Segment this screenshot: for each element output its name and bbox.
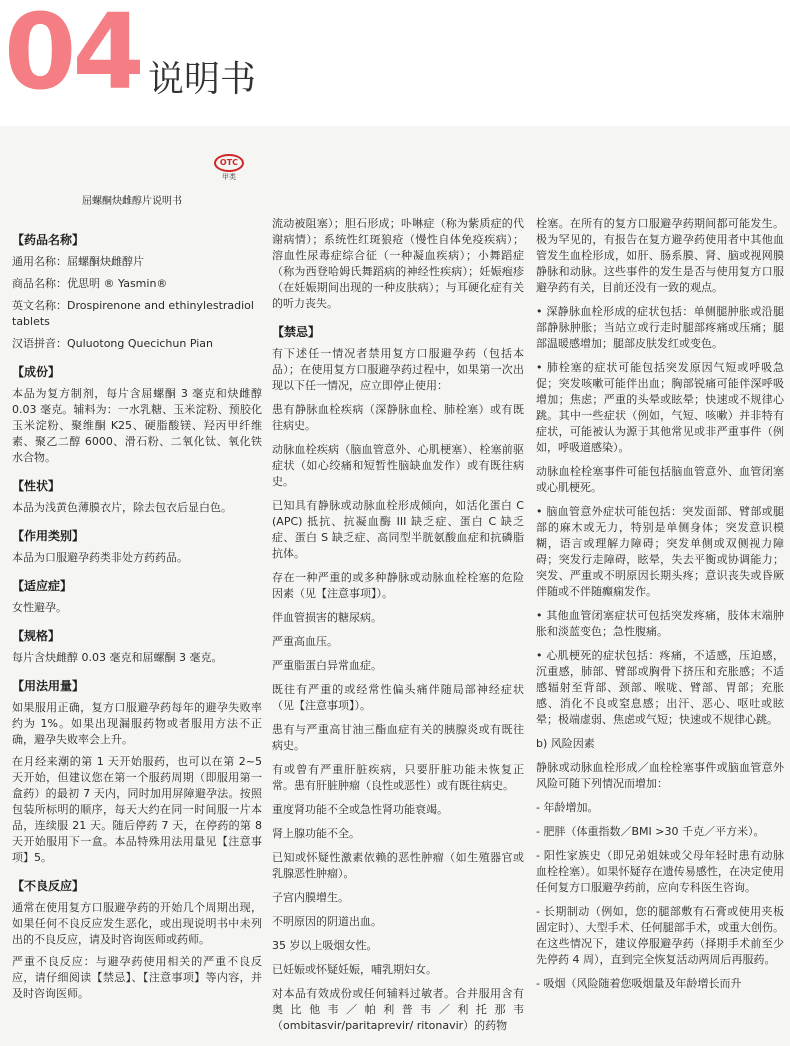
- trade-name: 商品名称：优思明 ® Yasmin®: [12, 277, 168, 290]
- category-text: 本品为口服避孕药类非处方药药品。: [12, 551, 188, 564]
- symptom-bullet: • 心肌梗死的症状包括：疼痛，不适感，压迫感，沉重感，肺部、臂部或胸骨下挤压和充胀感；不适感辐射至背部、颈部、喉咙、臂部、胃部；充胀感、消化不良或窒息感；出汗、恶心、呕吐或眩晕；极端虚弱、焦虑或气短；快速或不规律心跳。: [536, 649, 784, 726]
- risk-item: - 阳性家族史（即兄弟姐妹或父母年轻时患有动脉血栓栓塞）。如果怀疑存在遗传易感性，在决定使用任何复方口服避孕药前，应向专科医生咨询。: [536, 849, 784, 894]
- heading-spec: 【规格】: [12, 629, 61, 643]
- leaflet-title: 屈螺酮炔雌醇片说明书: [82, 196, 182, 207]
- continued-text: 栓塞。在所有的复方口服避孕药期间都可能发生。极为罕见的，有报告在复方避孕药使用者中其他血管发生血栓形成，如肝、肠系膜、肾、脑或视网膜静脉和动脉。这些事件的发生是否与使用复方口服避孕药有关，目前还没有一致的观点。: [536, 217, 784, 294]
- contra-intro: 有下述任一情况者禁用复方口服避孕药（包括本品）；在使用复方口服避孕药过程中，如果第一次出现以下任一情况，应立即停止使用：: [272, 347, 524, 392]
- otc-category: 甲类: [222, 173, 236, 181]
- risk-item: - 肥胖（体重指数／BMI >30 千克／平方米）。: [536, 825, 765, 838]
- leaflet-page: [0, 126, 790, 1046]
- contra-item: 子宫内膜增生。: [272, 891, 349, 904]
- column-right: [536, 216, 784, 1046]
- contra-item: 伴血管损害的糖尿病。: [272, 611, 382, 624]
- otc-logo-icon: OTC: [214, 154, 244, 172]
- appearance-text: 本品为浅黄色薄膜衣片，除去包衣后显白色。: [12, 501, 232, 514]
- symptom-bullet: • 脑血管意外症状可能包括：突发面部、臂部或腿部的麻木或无力，特别是单侧身体；突发意识模糊，语言或理解力障碍；突发单侧或双侧视力障碍；突发行走障碍，眩晕，失去平衡或协调能力；突发、严重或不明原因长期头疼；意识丧失或昏厥伴随或不伴随癫痫发作。: [536, 505, 784, 598]
- usage-text-2: 在月经来潮的第 1 天开始服药，也可以在第 2~5 天开始，但建议您在第一个服药周期（即服用第一盒药）的最初 7 天内，同时加用屏障避孕法。按照包装所标明的顺序，每天大约在同一时间服一片本品，连续服 21 天。随后停药 7 天，在停药的第 8 天开始服用下一盒。本品特殊用法用量见【注意事项】5。: [12, 755, 262, 864]
- contra-item: 不明原因的阴道出血。: [272, 915, 382, 928]
- heading-name: 【药品名称】: [12, 233, 85, 247]
- risk-intro: 静脉或动脉血栓形成／血栓栓塞事件或脑血管意外风险可随下列情况而增加：: [536, 761, 784, 790]
- contra-item: 既往有严重的或经常性偏头痛伴随局部神经症状（见【注意事项】）。: [272, 683, 524, 712]
- pinyin-name: 汉语拼音：Quluotong Quecichun Pian: [12, 337, 214, 350]
- adverse-text-2: 严重不良反应：与避孕药使用相关的严重不良反应，请仔细阅读【禁忌】、【注意事项】等内容，并及时咨询医师。: [12, 955, 262, 1000]
- common-name: 通用名称：屈螺酮炔雌醇片: [12, 255, 144, 268]
- risk-item: - 年龄增加。: [536, 801, 599, 814]
- section-title: 说明书: [148, 59, 257, 100]
- indication-text: 女性避孕。: [12, 601, 67, 614]
- heading-appearance: 【性状】: [12, 479, 61, 493]
- contra-item: 重度肾功能不全或急性肾功能衰竭。: [272, 803, 448, 816]
- contra-item: 有或曾有严重肝脏疾病，只要肝脏功能未恢复正常。患有肝脏肿瘤（良性或恶性）或有既往病史。: [272, 763, 524, 792]
- symptom-bullet: • 肺栓塞的症状可能包括突发原因气短或呼吸急促；突发咳嗽可能伴出血；胸部锐痛可能伴深呼吸增加；焦虑；严重的头晕或眩晕；快速或不规律心跳。其中一些症状（例如，气短、咳嗽）并非特有症状，可能被认为源于其他常见或非严重事件（例如，呼吸道感染）。: [536, 361, 784, 454]
- heading-indication: 【适应症】: [12, 579, 73, 593]
- contra-item: 存在一种严重的或多种静脉或动脉血栓栓塞的危险因素（见【注意事项】）。: [272, 571, 524, 600]
- heading-category: 【作用类别】: [12, 529, 85, 543]
- usage-text-1: 如果服用正确，复方口服避孕药每年的避孕失败率约为 1%。如果出现漏服药物或者服用方法不正确，避孕失败率会上升。: [12, 701, 262, 746]
- contra-item: 已知或怀疑性激素依赖的恶性肿瘤（如生殖器官或乳腺恶性肿瘤）。: [272, 851, 524, 880]
- english-name: 英文名称：Drospirenone and ethinylestradiol tablets: [12, 299, 254, 328]
- heading-ingredients: 【成份】: [12, 365, 61, 379]
- symptom-bullet: • 深静脉血栓形成的症状包括：单侧腿肿胀或沿腿部静脉肿胀；当站立或行走时腿部疼痛或压痛；腿部温暖感增加；腿部皮肤发红或变色。: [536, 305, 784, 350]
- contra-item: 动脉血栓疾病（脑血管意外、心肌梗塞）、栓塞前驱症状（如心绞痛和短暂性脑缺血发作）或有既往病史。: [272, 443, 524, 488]
- contra-item: 对本品有效成份或任何辅料过敏者。合并服用含有奥比他韦／帕利普韦／利托那韦（ombitasvir/paritaprevir/ ritonavir）的药物: [272, 987, 524, 1032]
- contra-item: 患有静脉血栓疾病（深静脉血栓、肺栓塞）或有既往病史。: [272, 403, 524, 432]
- contra-item: 严重高血压。: [272, 635, 338, 648]
- risk-heading: b) 风险因素: [536, 737, 595, 750]
- contra-item: 已妊娠或怀疑妊娠，哺乳期妇女。: [272, 963, 437, 976]
- continued-text: 流动被阻塞）；胆石形成；卟啉症（称为紫质症的代谢病情）；系统性红斑狼疮（慢性自体免疫疾病）；溶血性尿毒症综合征（一种凝血疾病）；小舞蹈症（称为西登哈姆氏舞蹈病的神经性疾病）；妊娠疱疹（在妊娠期间出现的一种皮肤病）；与耳硬化症有关的听力丧失。: [272, 217, 524, 310]
- section-banner: [0, 0, 790, 126]
- contra-item: 已知具有静脉或动脉血栓形成倾向，如活化蛋白 C (APC) 抵抗、抗凝血酶 III 缺乏症、蛋白 C 缺乏症、蛋白 S 缺乏症、高同型半胱氨酸血症和抗磷脂抗体。: [272, 499, 524, 560]
- ingredients-text: 本品为复方制剂，每片含屈螺酮 3 毫克和炔雌醇 0.03 毫克。辅料为：一水乳糖、玉米淀粉、预胶化玉米淀粉、聚维酮 K25、硬脂酸镁、羟丙甲纤维素、聚乙二醇 6000、滑石粉、二氧化钛、氧化铁水合物。: [12, 387, 262, 464]
- risk-item: - 吸烟（风险随着您吸烟量及年龄增长而升: [536, 977, 742, 990]
- contra-item: 35 岁以上吸烟女性。: [272, 939, 378, 952]
- heading-contraindications: 【禁忌】: [272, 325, 321, 339]
- column-left: [12, 220, 262, 1046]
- contra-item: 患有与严重高甘油三酯血症有关的胰腺炎或有既往病史。: [272, 723, 524, 752]
- spec-text: 每片含炔雌醇 0.03 毫克和屈螺酮 3 毫克。: [12, 651, 223, 664]
- adverse-text-1: 通常在使用复方口服避孕药的开始几个周期出现，如果任何不良反应发生恶化，或出现说明书中未列出的不良反应，请及时咨询医师或药师。: [12, 901, 262, 946]
- contra-item: 肾上腺功能不全。: [272, 827, 360, 840]
- symptom-bullet: • 其他血管闭塞症状可包括突发疼痛，肢体末端肿胀和淡蓝变色；急性腹痛。: [536, 609, 784, 638]
- heading-adverse: 【不良反应】: [12, 879, 85, 893]
- section-number: 04: [4, 0, 141, 113]
- risk-item: - 长期制动（例如，您的腿部敷有石膏或使用夹板固定时）、大型手术、任何腿部手术，或重大创伤。在这些情况下，建议停服避孕药（择期手术前至少先停药 4 周），直到完全恢复活动两周后再服药。: [536, 905, 784, 966]
- arterial-text: 动脉血栓栓塞事件可能包括脑血管意外、血管闭塞或心肌梗死。: [536, 465, 784, 494]
- column-middle: [272, 216, 524, 1046]
- contra-item: 严重脂蛋白异常血症。: [272, 659, 382, 672]
- heading-usage: 【用法用量】: [12, 679, 85, 693]
